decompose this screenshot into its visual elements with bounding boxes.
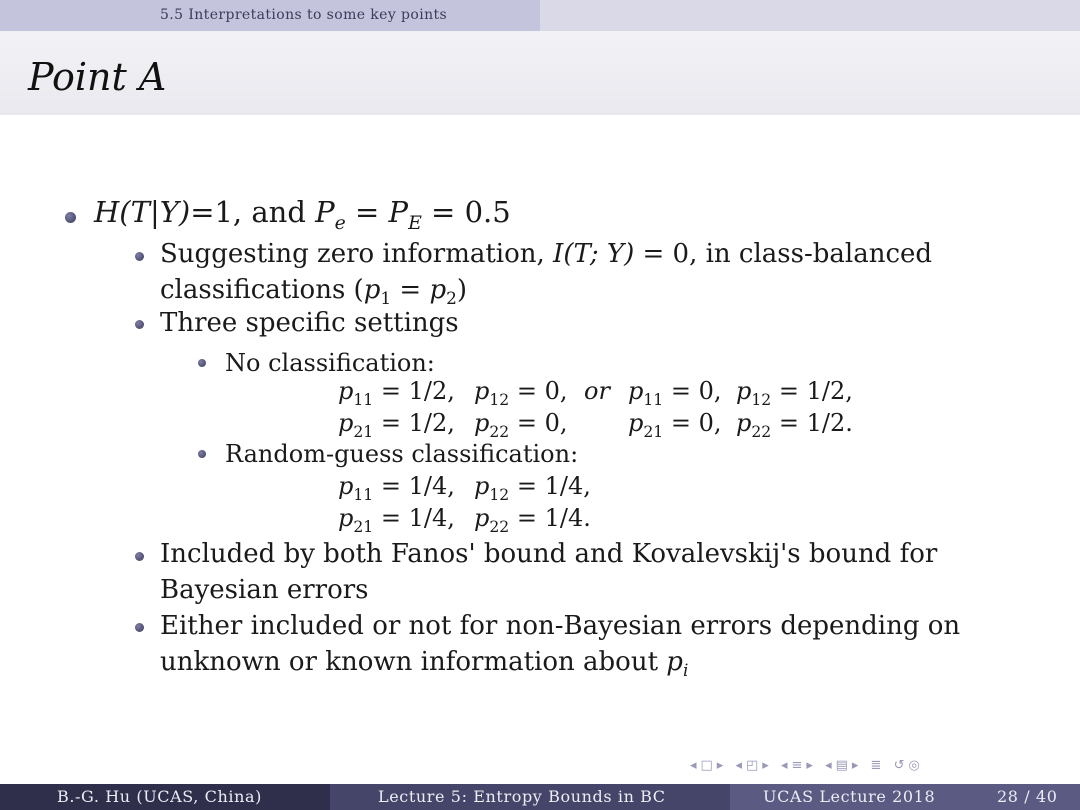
- math-expr: H(T|Y): [94, 195, 191, 229]
- slide-content: [0, 115, 1080, 775]
- text-fragment: Suggesting zero information,: [160, 239, 554, 269]
- text-fragment: =1, and: [190, 195, 316, 229]
- frame-title-bar: [0, 31, 1080, 115]
- bullet-dot: [65, 212, 76, 223]
- math-var: P: [388, 195, 409, 229]
- text-fragment: unknown or known information about: [160, 647, 667, 677]
- sub-bullet-text: [160, 239, 932, 269]
- bullet-dot: [198, 450, 206, 458]
- nav-align-icon[interactable]: ≣: [870, 758, 886, 773]
- math-expr: I(T; Y): [553, 239, 635, 269]
- eq-cell: $p_{21} = 0$,: [628, 409, 722, 441]
- sub-bullet-text: Included by both Fanos' bound and Kovalevskij's bound for: [160, 539, 938, 569]
- footer-bar: [0, 784, 1080, 810]
- math-sub: i: [682, 660, 689, 681]
- sub-bullet-text: Either included or not for non-Bayesian errors depending on: [160, 611, 961, 641]
- footer-lecture-box: [330, 784, 730, 810]
- section-tab[interactable]: [0, 0, 540, 31]
- eq-cell: $p_{22} = 1/4$.: [474, 504, 591, 536]
- eq-cell: $p_{22} = 0$,: [474, 409, 568, 441]
- section-title: 5.5 Interpretations to some key points: [160, 7, 448, 23]
- nav-section-icon[interactable]: ◂≡▸: [780, 758, 817, 773]
- footer-page: 28 / 40: [997, 787, 1058, 806]
- subsub-bullet-text: No classification:: [225, 349, 435, 377]
- text-fragment: =: [391, 275, 430, 305]
- frame-title: Point A: [28, 55, 167, 99]
- eq-cell: $p_{12} = 1/2$,: [736, 377, 853, 409]
- text-fragment: classifications (: [160, 275, 364, 305]
- bullet-dot: [135, 552, 144, 561]
- nav-search-icon[interactable]: ↺◎: [893, 758, 924, 773]
- sub-bullet-text-cont: [160, 275, 467, 308]
- eq-cell: $p_{11} = 0$,: [628, 377, 722, 409]
- math-sub: 1: [380, 288, 392, 309]
- sub-bullet-text: Three specific settings: [160, 308, 459, 338]
- eq-cell: $p_{12} = 0$,: [474, 377, 568, 409]
- eq-cell: $p_{12} = 1/4$,: [474, 472, 591, 504]
- nav-subsection-icon[interactable]: ◂◰▸: [735, 758, 773, 773]
- footer-venue-box: [730, 784, 1080, 810]
- math-sub: 2: [446, 288, 457, 309]
- sub-bullet-text-cont: Bayesian errors: [160, 575, 369, 605]
- math-var: p: [429, 275, 447, 305]
- math-sub: e: [334, 212, 346, 234]
- text-fragment: = 0.5: [421, 195, 511, 229]
- bullet-dot: [198, 359, 206, 367]
- footer-author: B.-G. Hu (UCAS, China): [57, 787, 263, 806]
- main-bullet-text: [94, 195, 511, 234]
- footer-author-box: [0, 784, 330, 810]
- text-fragment: ): [456, 275, 467, 305]
- beamer-nav-controls: [690, 758, 1070, 778]
- math-var: p: [666, 647, 683, 677]
- nav-doc-icon[interactable]: ◂▤▸: [825, 758, 863, 773]
- bullet-dot: [135, 252, 144, 261]
- eq-cell: $p_{21} = 1/4$,: [338, 504, 455, 536]
- math-var: p: [363, 275, 381, 305]
- eq-cell: $p_{11} = 1/2$,: [338, 377, 455, 409]
- subsub-bullet-text: Random-guess classification:: [225, 440, 579, 468]
- eq-cell: $p_{11} = 1/4$,: [338, 472, 455, 504]
- footer-venue: UCAS Lecture 2018: [763, 787, 936, 806]
- nav-frame-icon[interactable]: ◂□▸: [690, 758, 728, 773]
- sub-bullet-text-cont: [160, 647, 688, 680]
- eq-cell: $p_{22} = 1/2$.: [736, 409, 853, 441]
- bullet-dot: [135, 320, 144, 329]
- math-var: P: [315, 195, 335, 229]
- eq-cell: $p_{21} = 1/2$,: [338, 409, 455, 441]
- header-bar: [0, 0, 1080, 31]
- math-sub: E: [408, 212, 422, 234]
- bullet-dot: [135, 623, 144, 632]
- text-fragment: =: [345, 195, 389, 229]
- footer-lecture: Lecture 5: Entropy Bounds in BC: [378, 787, 666, 806]
- or-word: or: [584, 377, 610, 405]
- text-fragment: = 0, in class-balanced: [634, 239, 933, 269]
